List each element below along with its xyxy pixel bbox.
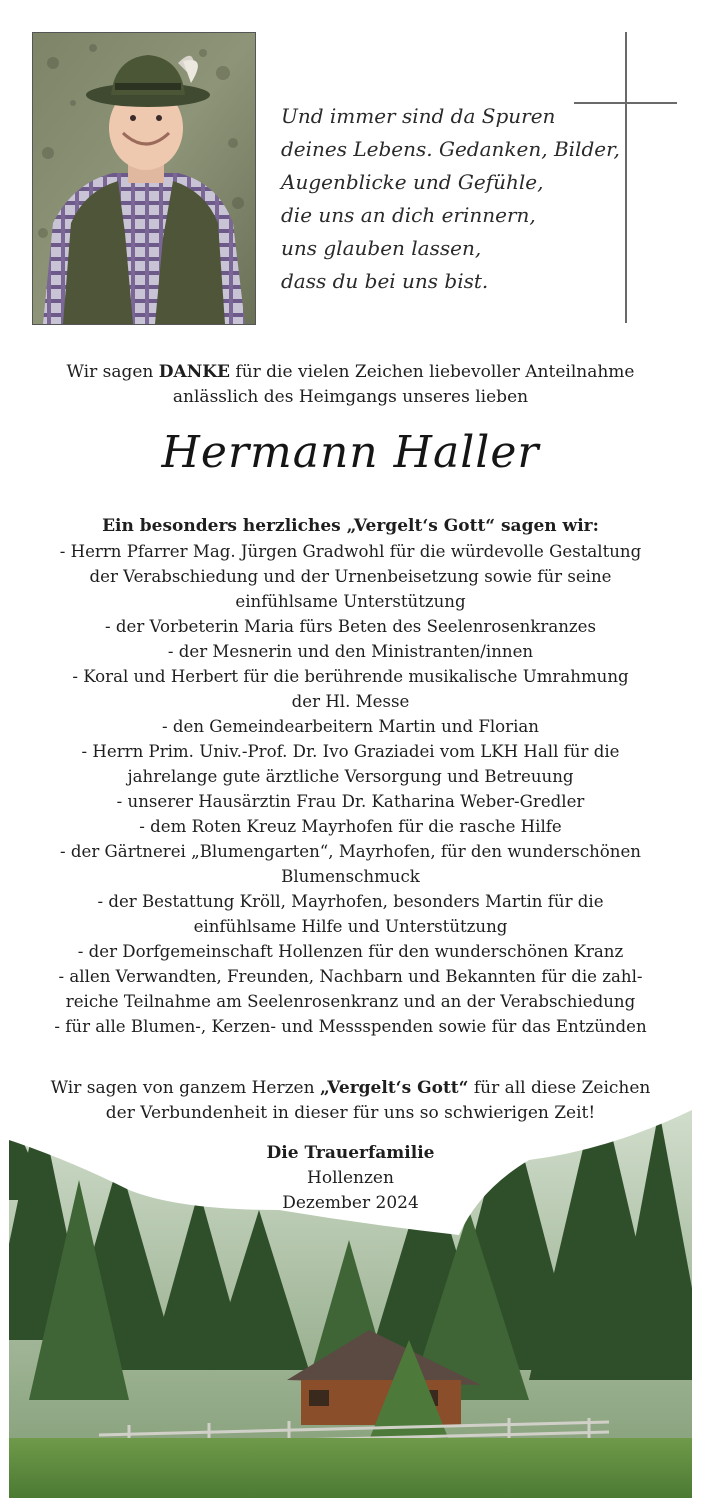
thanks-line: - Herrn Prim. Univ.-Prof. Dr. Ivo Graziadei vom LKH Hall für die <box>81 742 620 761</box>
thanks-line: - unserer Hausärztin Frau Dr. Katharina Weber-Gredler <box>116 792 585 811</box>
signature-date: Dezember 2024 <box>282 1193 419 1213</box>
thanks-line: Blumenschmuck <box>281 867 420 886</box>
memorial-poem <box>281 100 620 298</box>
thanks-line: - der Dorfgemeinschaft Hollenzen für den wunderschönen Kranz <box>77 942 624 961</box>
thanks-line: der Hl. Messe <box>291 692 410 711</box>
intro-before: Wir sagen <box>66 362 159 382</box>
thanks-line: - für alle Blumen-, Kerzen- und Messspenden sowie für das Entzünden <box>54 1017 647 1036</box>
intro-emphasis: DANKE <box>158 362 230 382</box>
thanks-line: - Koral und Herbert für die berührende musikalische Umrahmung <box>72 667 629 686</box>
thanks-line: - den Gemeindearbeitern Martin und Florian <box>162 717 539 736</box>
closing-line-2: der Verbundenheit in dieser für uns so schwierigen Zeit! <box>105 1103 596 1123</box>
poem-line: die uns an dich erinnern, <box>281 203 536 227</box>
thanks-line: - der Bestattung Kröll, Mayrhofen, besonders Martin für die <box>97 892 604 911</box>
poem-line: Und immer sind da Spuren <box>281 104 556 128</box>
thanks-line: einfühlsame Hilfe und Unterstützung <box>193 917 508 936</box>
cross-icon <box>625 32 627 323</box>
thanks-line: - dem Roten Kreuz Mayrhofen für die rasche Hilfe <box>139 817 562 836</box>
signature-block <box>10 1141 691 1216</box>
signature-family: Die Trauerfamilie <box>266 1143 435 1163</box>
thanks-list <box>10 539 691 1064</box>
deceased-name: Hermann Haller <box>161 427 540 478</box>
thanks-line: jahrelange gute ärztliche Versorgung und Betreuung <box>127 767 574 786</box>
intro-line-2: anlässlich des Heimgangs unseres lieben <box>172 387 529 407</box>
thanks-line: der Verabschiedung und der Urnenbeisetzung sowie für seine <box>89 567 612 586</box>
closing-after: für all diese Zeichen <box>468 1078 651 1098</box>
closing-text <box>10 1076 691 1126</box>
closing-before: Wir sagen von ganzem Herzen <box>50 1078 320 1098</box>
intro-after: für die vielen Zeichen liebevoller Anteilnahme <box>230 362 635 382</box>
poem-line: dass du bei uns bist. <box>281 269 489 293</box>
poem-line: uns glauben lassen, <box>281 236 482 260</box>
closing-emphasis: „Vergelt‘s Gott“ <box>319 1078 469 1098</box>
poem-line: Augenblicke und Gefühle, <box>281 170 544 194</box>
signature-place: Hollenzen <box>307 1168 394 1188</box>
intro-text <box>10 360 691 410</box>
portrait-photo <box>32 32 256 325</box>
thanks-line: einfühlsame Unterstützung <box>235 592 466 611</box>
thanks-heading: Ein besonders herzliches „Vergelt‘s Gott“ sagen wir: <box>102 516 599 536</box>
thanks-line: - Herrn Pfarrer Mag. Jürgen Gradwohl für die würdevolle Gestaltung <box>59 542 642 561</box>
poem-line: deines Lebens. Gedanken, Bilder, <box>281 137 620 161</box>
thanks-line: reiche Teilnahme am Seelenrosenkranz und an der Verabschiedung <box>65 992 636 1011</box>
thanks-line: - allen Verwandten, Freunden, Nachbarn und Bekannten für die zahl- <box>58 967 643 986</box>
thanks-line: - der Gärtnerei „Blumengarten“, Mayrhofen, für den wunderschönen <box>60 842 641 861</box>
thanks-line: - der Mesnerin und den Ministranten/innen <box>167 642 534 661</box>
portrait-illustration <box>33 33 255 324</box>
cross-icon-bar <box>574 102 677 104</box>
thanks-line: - der Vorbeterin Maria fürs Beten des Seelenrosenkranzes <box>105 617 596 636</box>
